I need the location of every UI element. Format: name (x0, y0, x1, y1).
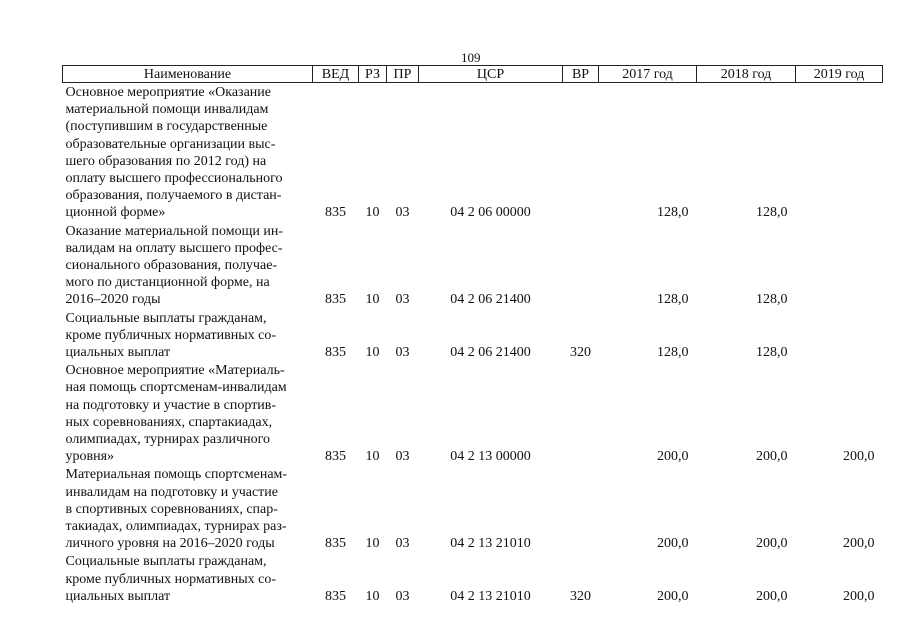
name-line: 2016–2020 годы (65, 292, 161, 308)
name-line: ная помощь спортсменам-инвалидам (65, 380, 287, 396)
cell-vr (563, 361, 599, 465)
cell-rz: 10 (365, 536, 380, 552)
name-line: Социальные выплаты гражданам, (65, 310, 267, 326)
header-pr: ПР (387, 66, 419, 83)
name-line: валидам на оплату высшего профес- (65, 240, 283, 256)
cell-2017: 200,0 (657, 449, 689, 465)
cell-ved: 835 (325, 205, 346, 221)
cell-csr: 04 2 13 21010 (450, 588, 531, 604)
cell-pr: 03 (395, 292, 410, 308)
cell-name (63, 222, 313, 309)
cell-2017: 200,0 (657, 588, 689, 604)
cell-ved: 835 (325, 536, 346, 552)
name-line: ных соревнованиях, спартакиадах, (65, 414, 273, 430)
cell-rz: 10 (365, 449, 380, 465)
cell-pr: 03 (395, 449, 410, 465)
cell-2018: 200,0 (756, 536, 788, 552)
header-csr: ЦСР (419, 66, 563, 83)
cell-2019 (796, 83, 883, 222)
cell-name (63, 83, 313, 222)
cell-rz: 10 (365, 588, 380, 604)
name-line: материальной помощи инвалидам (65, 102, 269, 118)
cell-ved: 835 (325, 292, 346, 308)
cell-ved: 835 (325, 345, 346, 361)
header-rz: РЗ (359, 66, 387, 83)
name-line: уровня» (65, 449, 115, 465)
cell-rz: 10 (365, 292, 380, 308)
cell-csr: 04 2 06 21400 (450, 345, 531, 361)
name-line: Материальная помощь спортсменам- (65, 467, 288, 483)
cell-2019 (796, 222, 883, 309)
name-line: кроме публичных нормативных со- (65, 571, 276, 587)
header-2019: 2019 год (796, 66, 883, 83)
name-line: в спортивных соревнованиях, спар- (65, 501, 278, 517)
name-line: олимпиадах, турнирах различного (65, 432, 270, 448)
name-line: (поступившим в государственные (65, 119, 268, 135)
cell-2018: 128,0 (756, 205, 788, 221)
cell-2018: 128,0 (756, 292, 788, 308)
cell-name (63, 552, 313, 605)
header-vr: ВР (563, 66, 599, 83)
name-line: Оказание материальной помощи ин- (65, 223, 283, 239)
cell-ved: 835 (325, 588, 346, 604)
name-line: инвалидам на подготовку и участие (65, 484, 278, 500)
name-line: такиадах, олимпиадах, турнирах раз- (65, 519, 287, 535)
cell-ved: 835 (325, 449, 346, 465)
name-line: циальных выплат (65, 588, 171, 604)
cell-2017: 128,0 (657, 345, 689, 361)
cell-csr: 04 2 06 00000 (450, 205, 531, 221)
cell-2019: 200,0 (843, 449, 875, 465)
name-line: личного уровня на 2016–2020 годы (65, 536, 275, 552)
name-line: ционной форме» (65, 205, 166, 221)
name-line: образования, получаемого в дистан- (65, 188, 282, 204)
cell-vr (563, 83, 599, 222)
header-2017: 2017 год (599, 66, 697, 83)
name-line: Основное мероприятие «Оказание (65, 85, 271, 100)
cell-name (63, 361, 313, 465)
cell-rz: 10 (365, 345, 380, 361)
table-row (63, 309, 883, 362)
name-line: кроме публичных нормативных со- (65, 327, 276, 343)
cell-2017: 200,0 (657, 536, 689, 552)
cell-2018: 200,0 (756, 588, 788, 604)
cell-rz: 10 (365, 205, 380, 221)
cell-2017: 128,0 (657, 292, 689, 308)
cell-vr (563, 222, 599, 309)
name-line: шего образования по 2012 год) на (65, 153, 267, 169)
cell-csr: 04 2 13 21010 (450, 536, 531, 552)
name-line: образовательные организации выс- (65, 136, 276, 152)
header-2018: 2018 год (697, 66, 796, 83)
name-line: циальных выплат (65, 345, 171, 361)
table-row (63, 465, 883, 552)
cell-pr: 03 (395, 588, 410, 604)
cell-2019 (796, 309, 883, 362)
budget-table (62, 65, 883, 605)
name-line: оплату высшего профессионального (65, 171, 283, 187)
cell-csr: 04 2 06 21400 (450, 292, 531, 308)
cell-csr: 04 2 13 00000 (450, 449, 531, 465)
cell-vr: 320 (570, 345, 591, 361)
cell-pr: 03 (395, 536, 410, 552)
cell-name (63, 465, 313, 552)
cell-2018: 128,0 (756, 345, 788, 361)
cell-2018: 200,0 (756, 449, 788, 465)
cell-2019: 200,0 (843, 588, 875, 604)
cell-name (63, 309, 313, 362)
name-line: мого по дистанционной форме, на (65, 275, 270, 291)
cell-2019: 200,0 (843, 536, 875, 552)
table-row (63, 552, 883, 605)
table-row (63, 222, 883, 309)
table-row (63, 83, 883, 222)
name-line: Основное мероприятие «Материаль- (65, 363, 285, 379)
cell-pr: 03 (395, 345, 410, 361)
cell-pr: 03 (395, 205, 410, 221)
header-name: Наименование (63, 66, 313, 83)
cell-vr: 320 (570, 588, 591, 604)
name-line: сионального образования, получае- (65, 258, 278, 274)
cell-2017: 128,0 (657, 205, 689, 221)
table-row (63, 361, 883, 465)
cell-vr (563, 465, 599, 552)
name-line: на подготовку и участие в спортив- (65, 397, 277, 413)
page-number: 109 (461, 50, 481, 65)
name-line: Социальные выплаты гражданам, (65, 554, 267, 570)
header-ved: ВЕД (313, 66, 359, 83)
table-header-row (63, 66, 883, 83)
